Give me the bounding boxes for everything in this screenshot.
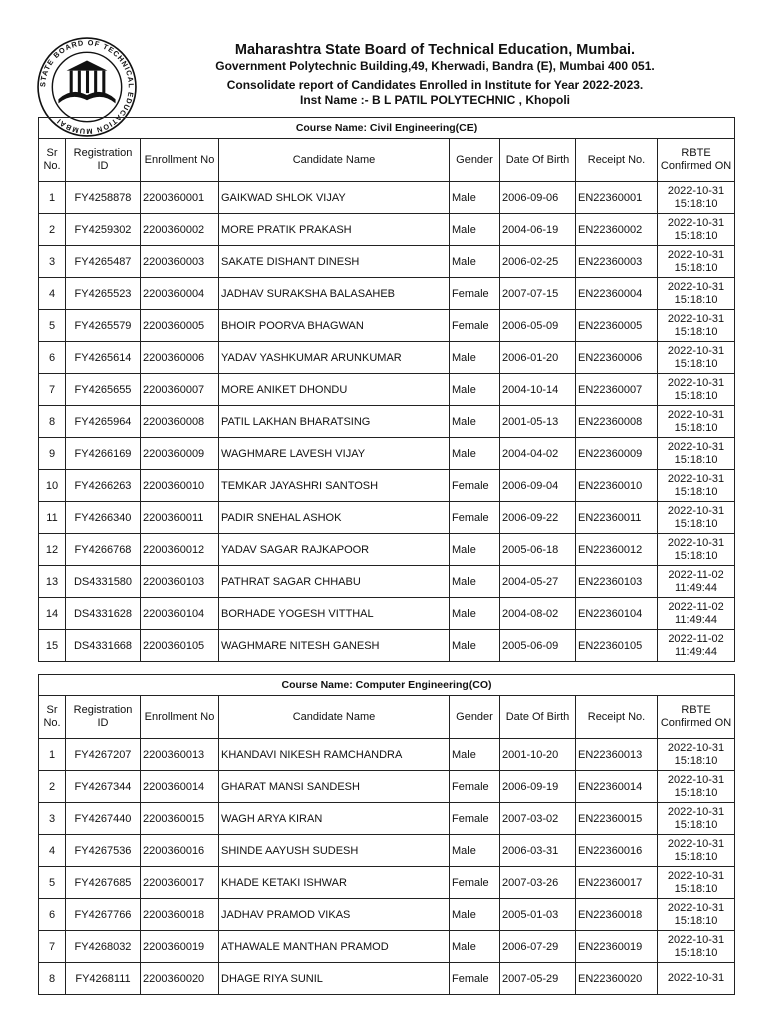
col-candidate-name: Candidate Name [219, 696, 450, 739]
registration-id-cell: FY4267440 [66, 803, 141, 835]
candidate-name-cell: YADAV SAGAR RAJKAPOOR [219, 534, 450, 566]
col-sr: Sr No. [39, 139, 66, 182]
sr-cell: 4 [39, 835, 66, 867]
dob-cell: 2007-03-26 [500, 867, 576, 899]
registration-id-cell: FY4265964 [66, 406, 141, 438]
candidate-name-cell: GAIKWAD SHLOK VIJAY [219, 182, 450, 214]
receipt-no-cell: EN22360104 [576, 598, 658, 630]
registration-id-cell: FY4265523 [66, 278, 141, 310]
registration-id-cell: FY4267344 [66, 771, 141, 803]
gender-cell: Male [450, 438, 500, 470]
enrollment-no-cell: 2200360015 [141, 803, 219, 835]
registration-id-cell: FY4266340 [66, 502, 141, 534]
table-row [39, 963, 735, 995]
sr-cell: 3 [39, 803, 66, 835]
gender-cell: Male [450, 406, 500, 438]
sr-cell: 9 [39, 438, 66, 470]
table-row [39, 310, 735, 342]
dob-cell: 2006-09-06 [500, 182, 576, 214]
receipt-no-cell: EN22360016 [576, 835, 658, 867]
enrollment-no-cell: 2200360103 [141, 566, 219, 598]
candidate-name-cell: ATHAWALE MANTHAN PRAMOD [219, 931, 450, 963]
confirmed-time: 15:18:10 [674, 325, 718, 338]
confirmed-date: 2022-10-31 [667, 281, 725, 293]
enrollment-no-cell: 2200360014 [141, 771, 219, 803]
gender-cell: Female [450, 470, 500, 502]
enrollment-no-cell: 2200360016 [141, 835, 219, 867]
confirmed-time: 11:49:44 [675, 645, 718, 658]
rbte-confirmed-cell [658, 630, 735, 662]
receipt-no-cell: EN22360017 [576, 867, 658, 899]
table-row [39, 835, 735, 867]
registration-id-cell: FY4266768 [66, 534, 141, 566]
rbte-confirmed-cell [658, 963, 735, 995]
col-candidate-name: Candidate Name [219, 139, 450, 182]
table-row [39, 278, 735, 310]
col-enrollment-no: Enrollment No [141, 139, 219, 182]
registration-id-cell: FY4266169 [66, 438, 141, 470]
table-row [39, 931, 735, 963]
dob-cell: 2004-08-02 [500, 598, 576, 630]
sr-cell: 1 [39, 182, 66, 214]
confirmed-time: 15:18:10 [674, 293, 718, 306]
registration-id-cell: FY4265579 [66, 310, 141, 342]
confirmed-date: 2022-10-31 [667, 902, 725, 914]
dob-cell: 2007-07-15 [500, 278, 576, 310]
registration-id-cell: DS4331580 [66, 566, 141, 598]
rbte-confirmed-cell [658, 534, 735, 566]
candidate-name-cell: PATHRAT SAGAR CHHABU [219, 566, 450, 598]
candidate-name-cell: PATIL LAKHAN BHARATSING [219, 406, 450, 438]
sr-cell: 1 [39, 739, 66, 771]
confirmed-date: 2022-10-31 [667, 537, 725, 549]
rbte-confirmed-cell [658, 598, 735, 630]
candidate-name-cell: MORE ANIKET DHONDU [219, 374, 450, 406]
gender-cell: Male [450, 835, 500, 867]
confirmed-time: 15:18:10 [674, 389, 718, 402]
registration-id-cell: FY4267536 [66, 835, 141, 867]
rbte-confirmed-cell [658, 502, 735, 534]
table-row [39, 342, 735, 374]
confirmed-date: 2022-10-31 [667, 870, 725, 882]
dob-cell: 2006-03-31 [500, 835, 576, 867]
candidate-name-cell: JADHAV SURAKSHA BALASAHEB [219, 278, 450, 310]
gender-cell: Female [450, 963, 500, 995]
confirmed-time: 15:18:10 [674, 485, 718, 498]
course-title-row [39, 118, 735, 139]
table-row [39, 630, 735, 662]
confirmed-date: 2022-10-31 [667, 217, 725, 229]
candidate-name-cell: WAGH ARYA KIRAN [219, 803, 450, 835]
sr-cell: 7 [39, 374, 66, 406]
rbte-confirmed-cell [658, 899, 735, 931]
table-row [39, 803, 735, 835]
receipt-no-cell: EN22360001 [576, 182, 658, 214]
table-row [39, 438, 735, 470]
confirmed-date: 2022-10-31 [667, 838, 725, 850]
sr-cell: 4 [39, 278, 66, 310]
confirmed-date: 2022-10-31 [667, 934, 725, 946]
rbte-confirmed-cell [658, 182, 735, 214]
sr-cell: 13 [39, 566, 66, 598]
confirmed-date: 2022-10-31 [667, 505, 725, 517]
dob-cell: 2006-09-04 [500, 470, 576, 502]
course-title: Course Name: Computer Engineering(CO) [39, 675, 735, 696]
gender-cell: Male [450, 566, 500, 598]
confirmed-date: 2022-10-31 [667, 972, 725, 985]
course-title: Course Name: Civil Engineering(CE) [39, 118, 735, 139]
gender-cell: Male [450, 534, 500, 566]
rbte-confirmed-cell [658, 246, 735, 278]
enrollment-no-cell: 2200360011 [141, 502, 219, 534]
rbte-confirmed-cell [658, 867, 735, 899]
col-gender: Gender [450, 696, 500, 739]
table-row [39, 502, 735, 534]
receipt-no-cell: EN22360009 [576, 438, 658, 470]
gender-cell: Male [450, 374, 500, 406]
registration-id-cell: FY4268032 [66, 931, 141, 963]
candidate-name-cell: WAGHMARE NITESH GANESH [219, 630, 450, 662]
rbte-confirmed-cell [658, 470, 735, 502]
rbte-confirmed-cell [658, 374, 735, 406]
table-row [39, 566, 735, 598]
gender-cell: Male [450, 739, 500, 771]
confirmed-time: 15:18:10 [674, 850, 718, 863]
receipt-no-cell: EN22360014 [576, 771, 658, 803]
dob-cell: 2006-09-22 [500, 502, 576, 534]
dob-cell: 2001-10-20 [500, 739, 576, 771]
candidate-name-cell: BORHADE YOGESH VITTHAL [219, 598, 450, 630]
gender-cell: Female [450, 867, 500, 899]
gender-cell: Male [450, 931, 500, 963]
candidate-name-cell: SHINDE AAYUSH SUDESH [219, 835, 450, 867]
enrollment-no-cell: 2200360004 [141, 278, 219, 310]
confirmed-time: 15:18:10 [674, 786, 718, 799]
dob-cell: 2007-05-29 [500, 963, 576, 995]
rbte-confirmed-cell [658, 438, 735, 470]
table-row [39, 739, 735, 771]
rbte-confirmed-cell [658, 278, 735, 310]
enrollment-no-cell: 2200360005 [141, 310, 219, 342]
document-header [140, 42, 730, 107]
enrollment-no-cell: 2200360010 [141, 470, 219, 502]
board-address: Government Polytechnic Building,49, Kherwadi, Bandra (E), Mumbai 400 051. [215, 59, 655, 73]
sr-cell: 11 [39, 502, 66, 534]
registration-id-cell: FY4268111 [66, 963, 141, 995]
receipt-no-cell: EN22360004 [576, 278, 658, 310]
sr-cell: 3 [39, 246, 66, 278]
candidate-name-cell: GHARAT MANSI SANDESH [219, 771, 450, 803]
dob-cell: 2004-10-14 [500, 374, 576, 406]
confirmed-time: 15:18:10 [674, 421, 718, 434]
enrollment-no-cell: 2200360017 [141, 867, 219, 899]
rbte-confirmed-cell [658, 835, 735, 867]
sr-cell: 2 [39, 214, 66, 246]
candidate-name-cell: JADHAV PRAMOD VIKAS [219, 899, 450, 931]
dob-cell: 2004-06-19 [500, 214, 576, 246]
rbte-confirmed-cell [658, 803, 735, 835]
sr-cell: 8 [39, 963, 66, 995]
candidate-name-cell: KHANDAVI NIKESH RAMCHANDRA [219, 739, 450, 771]
registration-id-cell: FY4259302 [66, 214, 141, 246]
confirmed-date: 2022-10-31 [667, 774, 725, 786]
table-row [39, 867, 735, 899]
sr-cell: 6 [39, 342, 66, 374]
enrollment-no-cell: 2200360006 [141, 342, 219, 374]
confirmed-time: 15:18:10 [674, 882, 718, 895]
confirmed-date: 2022-10-31 [667, 313, 725, 325]
dob-cell: 2005-06-09 [500, 630, 576, 662]
gender-cell: Male [450, 598, 500, 630]
registration-id-cell: FY4265614 [66, 342, 141, 374]
dob-cell: 2001-05-13 [500, 406, 576, 438]
dob-cell: 2004-05-27 [500, 566, 576, 598]
enrollment-no-cell: 2200360007 [141, 374, 219, 406]
gender-cell: Female [450, 803, 500, 835]
rbte-confirmed-cell [658, 739, 735, 771]
table-row [39, 406, 735, 438]
table-row [39, 470, 735, 502]
receipt-no-cell: EN22360105 [576, 630, 658, 662]
rbte-confirmed-cell [658, 566, 735, 598]
gender-cell: Female [450, 310, 500, 342]
confirmed-date: 2022-10-31 [667, 249, 725, 261]
receipt-no-cell: EN22360012 [576, 534, 658, 566]
sr-cell: 5 [39, 310, 66, 342]
confirmed-time: 15:18:10 [674, 914, 718, 927]
enrollment-no-cell: 2200360003 [141, 246, 219, 278]
candidate-name-cell: TEMKAR JAYASHRI SANTOSH [219, 470, 450, 502]
dob-cell: 2006-05-09 [500, 310, 576, 342]
table-row [39, 374, 735, 406]
candidate-name-cell: BHOIR POORVA BHAGWAN [219, 310, 450, 342]
confirmed-date: 2022-11-02 [668, 569, 724, 581]
receipt-no-cell: EN22360010 [576, 470, 658, 502]
enrollment-no-cell: 2200360013 [141, 739, 219, 771]
table-row [39, 899, 735, 931]
gender-cell: Male [450, 899, 500, 931]
course-table-computer [38, 674, 735, 995]
table-row [39, 598, 735, 630]
confirmed-date: 2022-10-31 [667, 185, 725, 197]
gender-cell: Male [450, 182, 500, 214]
confirmed-date: 2022-10-31 [667, 441, 725, 453]
col-date-of-birth: Date Of Birth [500, 696, 576, 739]
col-receipt-no: Receipt No. [576, 139, 658, 182]
registration-id-cell: FY4258878 [66, 182, 141, 214]
enrollment-no-cell: 2200360019 [141, 931, 219, 963]
gender-cell: Male [450, 214, 500, 246]
enrollment-no-cell: 2200360105 [141, 630, 219, 662]
receipt-no-cell: EN22360019 [576, 931, 658, 963]
gender-cell: Male [450, 246, 500, 278]
gender-cell: Male [450, 630, 500, 662]
confirmed-time: 15:18:10 [674, 229, 718, 242]
registration-id-cell: FY4265487 [66, 246, 141, 278]
receipt-no-cell: EN22360002 [576, 214, 658, 246]
col-receipt-no: Receipt No. [576, 696, 658, 739]
confirmed-date: 2022-11-02 [668, 633, 724, 645]
receipt-no-cell: EN22360018 [576, 899, 658, 931]
sr-cell: 8 [39, 406, 66, 438]
candidate-name-cell: SAKATE DISHANT DINESH [219, 246, 450, 278]
sr-cell: 15 [39, 630, 66, 662]
confirmed-time: 11:49:44 [675, 581, 718, 594]
dob-cell: 2006-09-19 [500, 771, 576, 803]
confirmed-date: 2022-10-31 [667, 473, 725, 485]
confirmed-date: 2022-11-02 [668, 601, 724, 613]
registration-id-cell: FY4267766 [66, 899, 141, 931]
receipt-no-cell: EN22360003 [576, 246, 658, 278]
receipt-no-cell: EN22360006 [576, 342, 658, 374]
gender-cell: Female [450, 502, 500, 534]
col-date-of-birth: Date Of Birth [500, 139, 576, 182]
confirmed-date: 2022-10-31 [667, 806, 725, 818]
table-row [39, 246, 735, 278]
col-registration-id: Registration ID [66, 139, 141, 182]
registration-id-cell: FY4267685 [66, 867, 141, 899]
registration-id-cell: FY4266263 [66, 470, 141, 502]
sr-cell: 14 [39, 598, 66, 630]
receipt-no-cell: EN22360008 [576, 406, 658, 438]
rbte-confirmed-cell [658, 406, 735, 438]
registration-id-cell: DS4331668 [66, 630, 141, 662]
confirmed-date: 2022-10-31 [667, 742, 725, 754]
enrollment-no-cell: 2200360001 [141, 182, 219, 214]
confirmed-time: 15:18:10 [674, 517, 718, 530]
table-row [39, 771, 735, 803]
candidate-name-cell: YADAV YASHKUMAR ARUNKUMAR [219, 342, 450, 374]
book-emblem-icon [58, 60, 115, 103]
receipt-no-cell: EN22360020 [576, 963, 658, 995]
registration-id-cell: DS4331628 [66, 598, 141, 630]
col-gender: Gender [450, 139, 500, 182]
rbte-confirmed-cell [658, 214, 735, 246]
receipt-no-cell: EN22360011 [576, 502, 658, 534]
dob-cell: 2005-06-18 [500, 534, 576, 566]
gender-cell: Female [450, 278, 500, 310]
receipt-no-cell: EN22360005 [576, 310, 658, 342]
rbte-confirmed-cell [658, 931, 735, 963]
enrollment-no-cell: 2200360002 [141, 214, 219, 246]
rbte-confirmed-cell [658, 342, 735, 374]
registration-id-cell: FY4267207 [66, 739, 141, 771]
confirmed-time: 11:49:44 [675, 613, 718, 626]
candidate-name-cell: WAGHMARE LAVESH VIJAY [219, 438, 450, 470]
confirmed-time: 15:18:10 [674, 754, 718, 767]
column-header-row [39, 696, 735, 739]
board-title: Maharashtra State Board of Technical Education, Mumbai. [234, 42, 636, 58]
confirmed-time: 15:18:10 [674, 453, 718, 466]
course-table-civil [38, 117, 735, 662]
table-row [39, 182, 735, 214]
dob-cell: 2006-01-20 [500, 342, 576, 374]
gender-cell: Male [450, 342, 500, 374]
confirmed-date: 2022-10-31 [667, 345, 725, 357]
candidate-name-cell: KHADE KETAKI ISHWAR [219, 867, 450, 899]
dob-cell: 2007-03-02 [500, 803, 576, 835]
sr-cell: 10 [39, 470, 66, 502]
report-title: Consolidate report of Candidates Enrolled in Institute for Year 2022-2023. [226, 78, 644, 92]
dob-cell: 2005-01-03 [500, 899, 576, 931]
enrollment-no-cell: 2200360008 [141, 406, 219, 438]
candidate-name-cell: DHAGE RIYA SUNIL [219, 963, 450, 995]
institute-name: Inst Name :- B L PATIL POLYTECHNIC , Khopoli [299, 93, 571, 107]
confirmed-date: 2022-10-31 [667, 377, 725, 389]
enrollment-no-cell: 2200360104 [141, 598, 219, 630]
rbte-confirmed-cell [658, 771, 735, 803]
gender-cell: Female [450, 771, 500, 803]
confirmed-time: 15:18:10 [674, 549, 718, 562]
col-rbte-confirmed: RBTE Confirmed ON [658, 696, 735, 739]
dob-cell: 2006-07-29 [500, 931, 576, 963]
dob-cell: 2006-02-25 [500, 246, 576, 278]
dob-cell: 2004-04-02 [500, 438, 576, 470]
col-enrollment-no: Enrollment No [141, 696, 219, 739]
enrollment-no-cell: 2200360020 [141, 963, 219, 995]
col-sr: Sr No. [39, 696, 66, 739]
confirmed-time: 15:18:10 [674, 197, 718, 210]
sr-cell: 6 [39, 899, 66, 931]
enrollment-no-cell: 2200360012 [141, 534, 219, 566]
confirmed-date: 2022-10-31 [667, 409, 725, 421]
col-registration-id: Registration ID [66, 696, 141, 739]
table-row [39, 214, 735, 246]
receipt-no-cell: EN22360013 [576, 739, 658, 771]
receipt-no-cell: EN22360007 [576, 374, 658, 406]
sr-cell: 12 [39, 534, 66, 566]
candidate-name-cell: MORE PRATIK PRAKASH [219, 214, 450, 246]
confirmed-time: 15:18:10 [674, 261, 718, 274]
table-row [39, 534, 735, 566]
receipt-no-cell: EN22360103 [576, 566, 658, 598]
enrollment-no-cell: 2200360009 [141, 438, 219, 470]
enrollment-no-cell: 2200360018 [141, 899, 219, 931]
course-title-row [39, 675, 735, 696]
confirmed-time: 15:18:10 [674, 818, 718, 831]
col-rbte-confirmed: RBTE Confirmed ON [658, 139, 735, 182]
receipt-no-cell: EN22360015 [576, 803, 658, 835]
sr-cell: 7 [39, 931, 66, 963]
registration-id-cell: FY4265655 [66, 374, 141, 406]
sr-cell: 5 [39, 867, 66, 899]
column-header-row [39, 139, 735, 182]
logo-ring-text: STATE BOARD OF TECHNICAL EDUCATION MUMBAI [38, 38, 136, 136]
confirmed-time: 15:18:10 [674, 946, 718, 959]
candidate-name-cell: PADIR SNEHAL ASHOK [219, 502, 450, 534]
rbte-confirmed-cell [658, 310, 735, 342]
confirmed-time: 15:18:10 [674, 357, 718, 370]
sr-cell: 2 [39, 771, 66, 803]
